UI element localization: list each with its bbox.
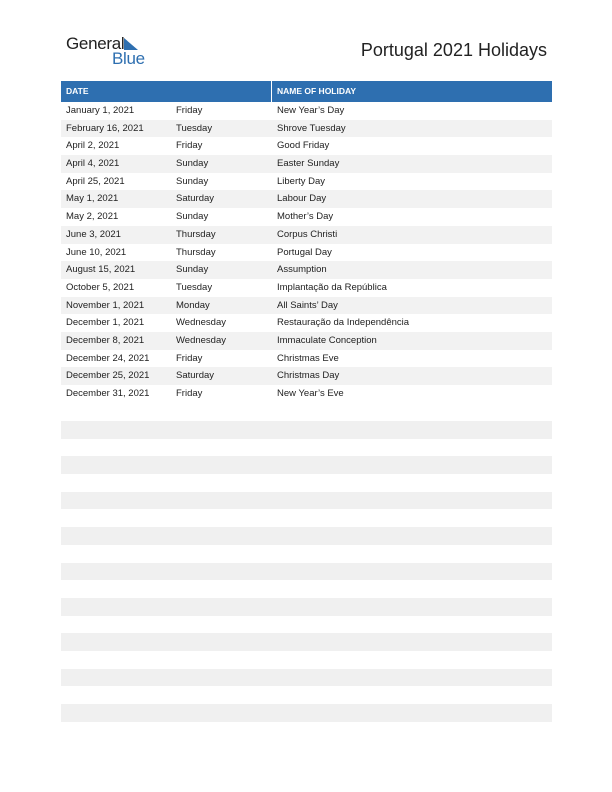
- holiday-date: December 8, 2021: [66, 334, 145, 346]
- table-row: [61, 261, 552, 279]
- blank-row: [61, 633, 552, 651]
- table-row: [61, 120, 552, 138]
- holiday-name: Easter Sunday: [277, 158, 340, 170]
- holiday-date: May 1, 2021: [66, 193, 119, 205]
- holiday-weekday: Sunday: [176, 264, 209, 276]
- header-holiday-name: NAME OF HOLIDAY: [277, 86, 357, 96]
- table-row: [61, 332, 552, 350]
- holiday-name: Christmas Eve: [277, 352, 339, 364]
- holiday-date: May 2, 2021: [66, 211, 119, 223]
- holiday-weekday: Friday: [176, 140, 203, 152]
- holiday-date: April 2, 2021: [66, 140, 120, 152]
- holiday-date: January 1, 2021: [66, 105, 135, 116]
- holiday-name: Portugal Day: [277, 246, 332, 258]
- table-row: [61, 155, 552, 173]
- table-row: [61, 367, 552, 385]
- holiday-weekday: Tuesday: [176, 122, 213, 134]
- table-row: [61, 226, 552, 244]
- holiday-weekday: Sunday: [176, 175, 209, 187]
- table-row: [61, 297, 552, 315]
- table-row: [61, 314, 552, 332]
- holiday-date: December 25, 2021: [66, 370, 150, 382]
- holiday-weekday: Saturday: [176, 193, 215, 205]
- logo-text-general: General: [66, 34, 125, 53]
- holiday-date: February 16, 2021: [66, 122, 144, 134]
- holiday-name: Labour Day: [277, 193, 327, 205]
- blank-row: [61, 669, 552, 687]
- holiday-weekday: Thursday: [176, 228, 216, 240]
- holiday-date: April 4, 2021: [66, 158, 120, 170]
- table-body: [61, 102, 552, 403]
- holiday-date: June 10, 2021: [66, 246, 127, 258]
- holiday-name: Good Friday: [277, 140, 330, 152]
- header-date: DATE: [61, 81, 272, 102]
- holiday-weekday: Friday: [176, 388, 203, 399]
- holiday-date: December 1, 2021: [66, 317, 145, 329]
- blank-row: [61, 456, 552, 474]
- table-row: [61, 385, 552, 403]
- holiday-weekday: Friday: [176, 105, 203, 116]
- holiday-name: Corpus Christi: [277, 228, 338, 240]
- table-row: [61, 190, 552, 208]
- blank-rows: [61, 421, 552, 739]
- holiday-weekday: Wednesday: [176, 334, 226, 346]
- holidays-table: [61, 81, 552, 403]
- holiday-weekday: Wednesday: [176, 317, 226, 329]
- holiday-name: Assumption: [277, 264, 327, 276]
- holiday-name: Implantação da República: [277, 281, 387, 293]
- holiday-weekday: Thursday: [176, 246, 216, 258]
- page-title: Portugal 2021 Holidays: [360, 40, 547, 60]
- holiday-weekday: Saturday: [176, 370, 215, 382]
- holiday-name: New Year’s Day: [277, 105, 345, 116]
- blank-row: [61, 492, 552, 510]
- blank-row: [61, 598, 552, 616]
- holiday-date: August 15, 2021: [66, 264, 136, 276]
- holiday-weekday: Friday: [176, 352, 203, 364]
- table-row: [61, 208, 552, 226]
- table-row: [61, 137, 552, 155]
- holiday-name: All Saints’ Day: [277, 299, 338, 311]
- holiday-weekday: Sunday: [176, 211, 209, 223]
- table-row: [61, 279, 552, 297]
- holiday-date: June 3, 2021: [66, 228, 121, 240]
- holiday-date: November 1, 2021: [66, 299, 145, 311]
- holiday-name: Shrove Tuesday: [277, 122, 346, 134]
- table-row: [61, 173, 552, 191]
- holiday-name: Restauração da Independência: [277, 317, 410, 329]
- holiday-name: Liberty Day: [277, 175, 326, 187]
- holiday-date: December 24, 2021: [66, 352, 150, 364]
- blank-row: [61, 421, 552, 439]
- table-row: [61, 244, 552, 262]
- logo-text-blue: Blue: [112, 49, 145, 68]
- table-row: [61, 350, 552, 368]
- holiday-name: New Year’s Eve: [277, 388, 344, 399]
- holiday-weekday: Tuesday: [176, 281, 213, 293]
- holiday-weekday: Monday: [176, 299, 210, 311]
- holiday-date: December 31, 2021: [66, 388, 150, 399]
- generalblue-logo: [66, 34, 156, 70]
- holiday-date: October 5, 2021: [66, 281, 135, 293]
- table-header: [61, 81, 552, 102]
- holiday-weekday: Sunday: [176, 158, 209, 170]
- blank-row: [61, 527, 552, 545]
- holiday-date: April 25, 2021: [66, 175, 125, 187]
- blank-row: [61, 704, 552, 722]
- table-row: [61, 102, 552, 120]
- blank-row: [61, 563, 552, 581]
- holiday-name: Immaculate Conception: [277, 334, 377, 346]
- holiday-name: Mother’s Day: [277, 211, 334, 223]
- holiday-name: Christmas Day: [277, 370, 340, 382]
